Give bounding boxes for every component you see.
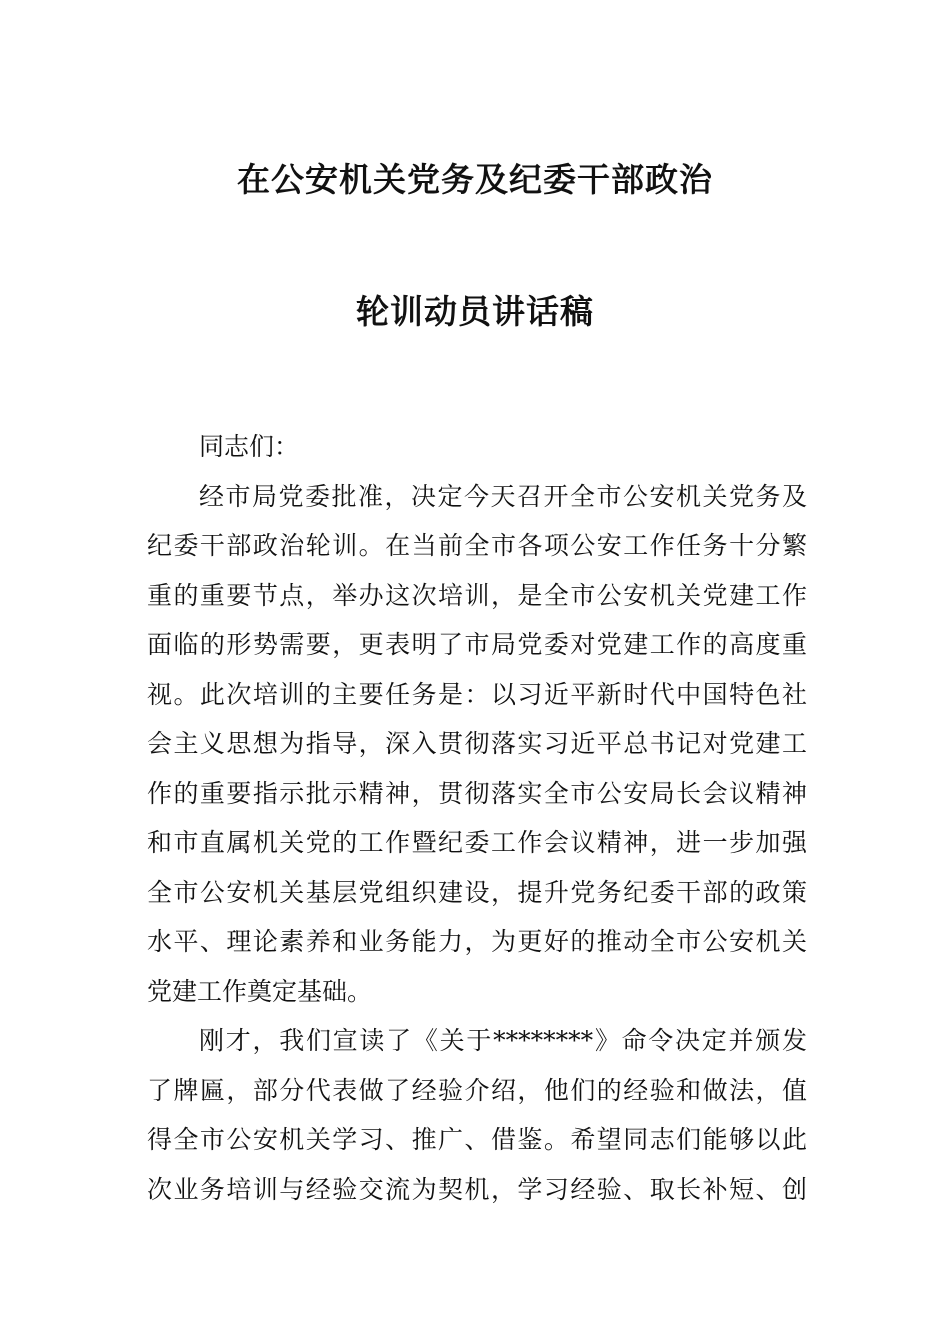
paragraph-line: 视。此次培训的主要任务是：以习近平新时代中国特色社 [147, 679, 807, 709]
paragraph-line: 面临的形势需要，更表明了市局党委对党建工作的高度重 [147, 630, 807, 659]
paragraph-line: 作的重要指示批示精神，贯彻落实全市公安局长会议精神 [147, 778, 807, 808]
paragraph-line: 次业务培训与经验交流为契机，学习经验、取长补短、创 [147, 1174, 807, 1204]
document-title-line-1: 在公安机关党务及纪委干部政治 [237, 160, 713, 199]
document-body [147, 422, 807, 1214]
salutation: 同志们： [199, 432, 300, 461]
paragraph-line: 全市公安机关基层党组织建设，提升党务纪委干部的政策 [147, 877, 807, 907]
paragraph-line: 水平、理论素养和业务能力，为更好的推动全市公安机关 [147, 927, 807, 956]
paragraph-line: 经市局党委批准，决定今天召开全市公安机关党务及 [199, 481, 807, 511]
paragraph-line: 得全市公安机关学习、推广、借鉴。希望同志们能够以此 [147, 1125, 807, 1154]
paragraph-line: 和市直属机关党的工作暨纪委工作会议精神，进一步加强 [147, 828, 807, 857]
paragraph-line: 刚才，我们宣读了《关于********》命令决定并颁发 [199, 1026, 807, 1055]
paragraph-line: 会主义思想为指导，深入贯彻落实习近平总书记对党建工 [147, 729, 807, 758]
paragraph-line: 党建工作奠定基础。 [147, 976, 373, 1006]
paragraph-line: 了牌匾，部分代表做了经验介绍，他们的经验和做法，值 [147, 1075, 807, 1105]
paragraph-line: 重的重要节点，举办这次培训，是全市公安机关党建工作 [147, 580, 807, 610]
paragraph-line: 纪委干部政治轮训。在当前全市各项公安工作任务十分繁 [147, 531, 807, 560]
paragraph-1 [147, 472, 807, 1017]
paragraph-2 [147, 1016, 807, 1214]
document-title-line-2: 轮训动员讲话稿 [356, 292, 594, 331]
